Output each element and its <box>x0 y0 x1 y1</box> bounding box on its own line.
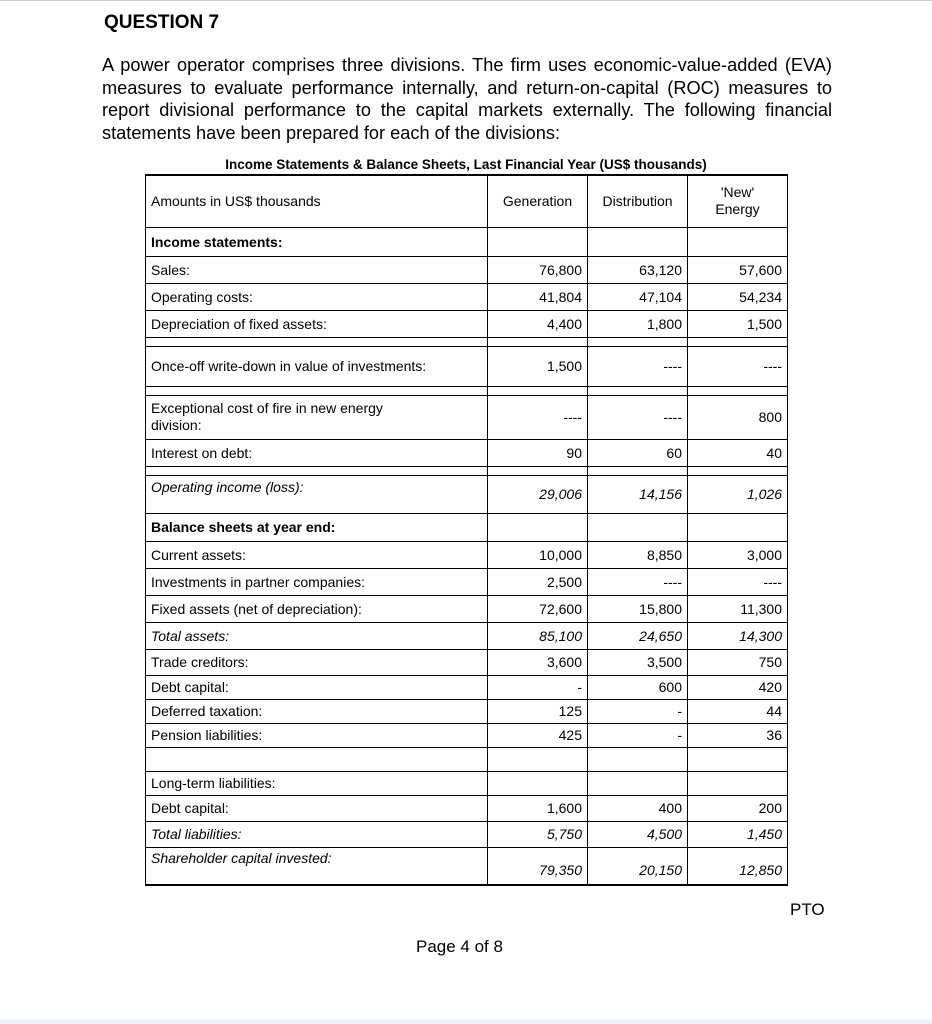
investments-generation: 2,500 <box>488 568 588 595</box>
total-liabilities-distribution: 4,500 <box>588 821 688 847</box>
table-row <box>146 847 788 885</box>
write-down-distribution: ---- <box>588 346 688 386</box>
trade-creditors-generation: 3,600 <box>488 649 588 675</box>
depreciation-generation: 4,400 <box>488 310 588 337</box>
table-row <box>146 395 788 439</box>
table-row <box>146 821 788 847</box>
spacer-row <box>146 466 788 475</box>
sales-new-energy: 57,600 <box>688 256 788 283</box>
shareholder-capital-new-energy: 12,850 <box>688 847 788 885</box>
table-row <box>146 541 788 568</box>
table-row <box>146 622 788 649</box>
table-row <box>146 310 788 337</box>
fire-cost-generation: ---- <box>488 395 588 439</box>
fixed-assets-distribution: 15,800 <box>588 595 688 622</box>
operating-income-generation: 29,006 <box>488 475 588 513</box>
debt-capital-st-new-energy: 420 <box>688 675 788 699</box>
balance-section-row <box>146 513 788 541</box>
deferred-tax-distribution: - <box>588 699 688 723</box>
table-row <box>146 649 788 675</box>
debt-capital-lt-label: Debt capital: <box>146 795 488 821</box>
financial-table <box>145 174 788 886</box>
interest-generation: 90 <box>488 439 588 466</box>
total-assets-new-energy: 14,300 <box>688 622 788 649</box>
table-caption: Income Statements & Balance Sheets, Last Financial Year (US$ thousands) <box>225 157 707 172</box>
pto-label: PTO <box>790 900 825 919</box>
spacer-row <box>146 747 788 771</box>
debt-capital-lt-distribution: 400 <box>588 795 688 821</box>
trade-creditors-new-energy: 750 <box>688 649 788 675</box>
table-row <box>146 346 788 386</box>
pension-generation: 425 <box>488 723 588 747</box>
table-row <box>146 439 788 466</box>
header-generation: Generation <box>488 175 588 227</box>
operating-income-label: Operating income (loss): <box>146 475 488 513</box>
income-section-label: Income statements: <box>146 227 488 256</box>
operating-costs-label: Operating costs: <box>146 283 488 310</box>
current-assets-label: Current assets: <box>146 541 488 568</box>
fixed-assets-new-energy: 11,300 <box>688 595 788 622</box>
total-assets-distribution: 24,650 <box>588 622 688 649</box>
income-section-row <box>146 227 788 256</box>
current-assets-new-energy: 3,000 <box>688 541 788 568</box>
total-assets-generation: 85,100 <box>488 622 588 649</box>
intro-paragraph: A power operator comprises three divisions. The firm uses economic-value-added (EVA) measures to evaluate performance internally, and return-on-capital (ROC) measures to report divisional performance to the capital markets externally. The following financial statements have been prepared for each of the divisions: <box>102 55 832 143</box>
deferred-tax-new-energy: 44 <box>688 699 788 723</box>
sales-label: Sales: <box>146 256 488 283</box>
current-assets-distribution: 8,850 <box>588 541 688 568</box>
trade-creditors-distribution: 3,500 <box>588 649 688 675</box>
depreciation-label: Depreciation of fixed assets: <box>146 310 488 337</box>
fire-cost-label: Exceptional cost of fire in new energy division: <box>146 395 488 439</box>
header-new-energy: 'New' Energy <box>688 175 788 227</box>
deferred-tax-label: Deferred taxation: <box>146 699 488 723</box>
interest-distribution: 60 <box>588 439 688 466</box>
depreciation-new-energy: 1,500 <box>688 310 788 337</box>
debt-capital-st-distribution: 600 <box>588 675 688 699</box>
table-row <box>146 675 788 699</box>
table-row <box>146 699 788 723</box>
page-number: Page 4 of 8 <box>416 937 503 956</box>
total-assets-label: Total assets: <box>146 622 488 649</box>
sales-generation: 76,800 <box>488 256 588 283</box>
table-row <box>146 475 788 513</box>
balance-section-label: Balance sheets at year end: <box>146 513 488 541</box>
table-row <box>146 568 788 595</box>
shareholder-capital-distribution: 20,150 <box>588 847 688 885</box>
spacer-row <box>146 386 788 395</box>
operating-income-new-energy: 1,026 <box>688 475 788 513</box>
pension-new-energy: 36 <box>688 723 788 747</box>
investments-new-energy: ---- <box>688 568 788 595</box>
trade-creditors-label: Trade creditors: <box>146 649 488 675</box>
total-liabilities-label: Total liabilities: <box>146 821 488 847</box>
operating-costs-new-energy: 54,234 <box>688 283 788 310</box>
table-row <box>146 595 788 622</box>
investments-distribution: ---- <box>588 568 688 595</box>
spacer-row <box>146 337 788 346</box>
fire-cost-distribution: ---- <box>588 395 688 439</box>
fixed-assets-label: Fixed assets (net of depreciation): <box>146 595 488 622</box>
write-down-label: Once-off write-down in value of investments: <box>146 346 488 386</box>
investments-label: Investments in partner companies: <box>146 568 488 595</box>
top-divider <box>0 0 932 5</box>
write-down-new-energy: ---- <box>688 346 788 386</box>
debt-capital-st-generation: - <box>488 675 588 699</box>
debt-capital-st-label: Debt capital: <box>146 675 488 699</box>
viewer-bottom-strip <box>0 1019 932 1024</box>
long-term-row <box>146 771 788 795</box>
interest-label: Interest on debt: <box>146 439 488 466</box>
debt-capital-lt-new-energy: 200 <box>688 795 788 821</box>
operating-income-distribution: 14,156 <box>588 475 688 513</box>
table-row <box>146 795 788 821</box>
table-row <box>146 283 788 310</box>
depreciation-distribution: 1,800 <box>588 310 688 337</box>
total-liabilities-new-energy: 1,450 <box>688 821 788 847</box>
question-title: QUESTION 7 <box>104 12 220 33</box>
debt-capital-lt-generation: 1,600 <box>488 795 588 821</box>
table-row <box>146 723 788 747</box>
shareholder-capital-label: Shareholder capital invested: <box>146 847 488 885</box>
current-assets-generation: 10,000 <box>488 541 588 568</box>
table-row <box>146 256 788 283</box>
header-label: Amounts in US$ thousands <box>146 175 488 227</box>
pension-label: Pension liabilities: <box>146 723 488 747</box>
write-down-generation: 1,500 <box>488 346 588 386</box>
operating-costs-generation: 41,804 <box>488 283 588 310</box>
total-liabilities-generation: 5,750 <box>488 821 588 847</box>
fire-cost-new-energy: 800 <box>688 395 788 439</box>
fixed-assets-generation: 72,600 <box>488 595 588 622</box>
header-row <box>146 175 788 227</box>
pension-distribution: - <box>588 723 688 747</box>
operating-costs-distribution: 47,104 <box>588 283 688 310</box>
deferred-tax-generation: 125 <box>488 699 588 723</box>
long-term-label: Long-term liabilities: <box>146 771 488 795</box>
shareholder-capital-generation: 79,350 <box>488 847 588 885</box>
interest-new-energy: 40 <box>688 439 788 466</box>
header-distribution: Distribution <box>588 175 688 227</box>
sales-distribution: 63,120 <box>588 256 688 283</box>
